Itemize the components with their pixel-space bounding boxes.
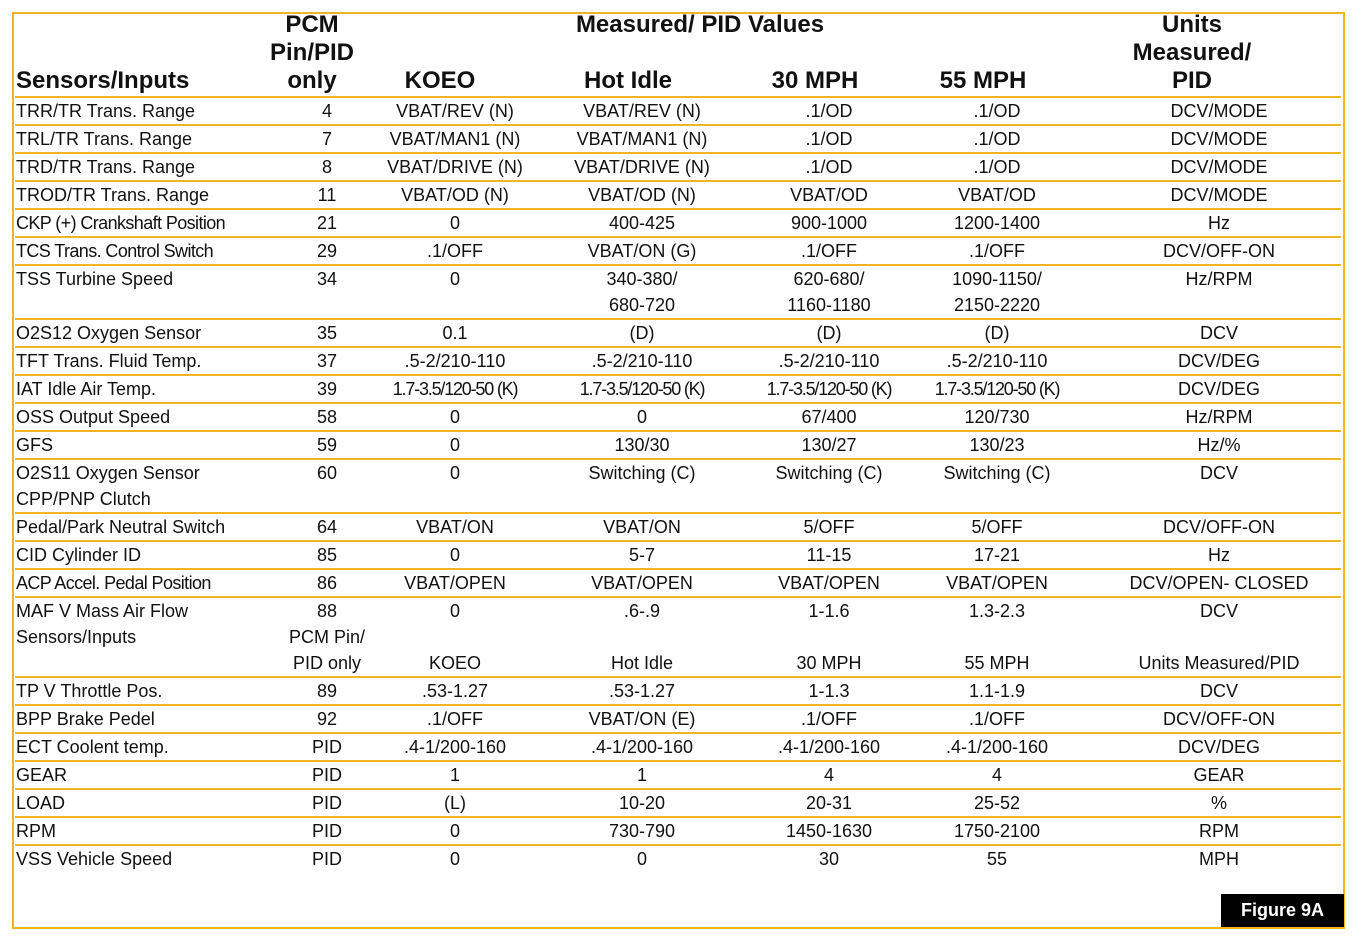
table-cell: VBAT/MAN1 (N) xyxy=(387,125,523,153)
table-cell: 1160-1180 xyxy=(761,292,897,319)
table-cell: ACP Accel. Pedal Position xyxy=(15,569,267,597)
header-units-line2: Measured/ xyxy=(1132,39,1252,66)
table-row xyxy=(15,486,1341,513)
table-row xyxy=(15,817,1341,845)
table-cell xyxy=(387,624,523,650)
table-cell: 86 xyxy=(267,569,387,597)
table-cell: Switching (C) xyxy=(588,463,696,483)
table-cell: 30 MPH xyxy=(761,650,897,677)
table-cell xyxy=(1097,292,1341,319)
table-cell: CID Cylinder ID xyxy=(15,541,267,569)
table-cell: VBAT/ON (G) xyxy=(523,237,761,265)
table-cell: DCV/OFF-ON xyxy=(1097,237,1341,265)
table-cell: VBAT/DRIVE (N) xyxy=(387,153,523,181)
table-cell: TFT Trans. Fluid Temp. xyxy=(15,347,267,375)
table-cell: .53-1.27 xyxy=(523,677,761,705)
table-cell: DCV xyxy=(1199,463,1238,483)
table-cell: .5-2/210-110 xyxy=(387,347,523,375)
table-cell: PCM Pin/ xyxy=(288,627,366,647)
table-cell: 1450-1630 xyxy=(761,817,897,845)
table-cell: 4 xyxy=(897,761,1097,789)
table-cell: .1/OFF xyxy=(761,705,897,733)
table-cell: DCV/DEG xyxy=(1097,733,1341,761)
table-cell: TRR/TR Trans. Range xyxy=(15,97,267,125)
table-cell: 0 xyxy=(449,849,460,869)
table-cell: 1.3-2.3 xyxy=(968,601,1026,621)
table-cell: .1/OD xyxy=(761,125,897,153)
table-cell: 55 MPH xyxy=(897,650,1097,677)
header-pcm-line3: only xyxy=(287,67,337,94)
table-row xyxy=(15,761,1341,789)
table-cell: 0 xyxy=(387,403,523,431)
table-cell: DCV/DEG xyxy=(1097,375,1341,403)
table-cell: VBAT/OD (N) xyxy=(387,181,523,209)
table-cell: 340-380/ xyxy=(606,269,678,289)
table-cell: .1/OD xyxy=(897,97,1097,125)
table-cell: .6-.9 xyxy=(623,601,661,621)
table-cell: (D) xyxy=(761,319,897,347)
table-cell xyxy=(387,292,523,319)
table-cell: 0 xyxy=(387,817,523,845)
table-cell: 0 xyxy=(636,849,647,869)
table-cell: 400-425 xyxy=(523,209,761,237)
table-cell: 92 xyxy=(267,705,387,733)
table-cell: Switching (C) xyxy=(775,463,883,483)
table-cell xyxy=(761,486,897,513)
table-cell: 130/23 xyxy=(897,431,1097,459)
table-cell: 35 xyxy=(267,319,387,347)
table-cell: 5-7 xyxy=(523,541,761,569)
table-cell: .1/OFF xyxy=(387,705,523,733)
table-cell: VBAT/OPEN xyxy=(523,569,761,597)
table-row xyxy=(15,597,1341,624)
table-cell: 1 xyxy=(387,761,523,789)
table-cell: 1.7-3.5/120-50 (K) xyxy=(523,375,761,403)
table-row xyxy=(15,789,1341,817)
table-row xyxy=(15,319,1341,347)
table-cell: PID xyxy=(267,733,387,761)
table-cell: 0 xyxy=(387,541,523,569)
table-cell: RPM xyxy=(1097,817,1341,845)
table-cell: .4-1/200-160 xyxy=(897,733,1097,761)
table-row xyxy=(15,431,1341,459)
sensor-data-body xyxy=(15,97,1341,872)
table-cell: .4-1/200-160 xyxy=(387,733,523,761)
table-row xyxy=(15,181,1341,209)
table-cell: VBAT/REV (N) xyxy=(387,97,523,125)
table-cell: DCV/OPEN- CLOSED xyxy=(1097,569,1341,597)
table-cell: PID only xyxy=(267,650,387,677)
table-cell: 0 xyxy=(387,431,523,459)
table-cell: .1/OFF xyxy=(897,705,1097,733)
table-cell: ECT Coolent temp. xyxy=(15,733,267,761)
table-cell: Hz/% xyxy=(1097,431,1341,459)
table-cell: (D) xyxy=(897,319,1097,347)
table-cell: VBAT/ON xyxy=(387,513,523,541)
table-row xyxy=(15,624,1341,650)
table-cell: 5/OFF xyxy=(897,513,1097,541)
table-cell: 25-52 xyxy=(897,789,1097,817)
table-cell: 1.7-3.5/120-50 (K) xyxy=(761,375,897,403)
table-row xyxy=(15,97,1341,125)
table-cell: 11-15 xyxy=(761,541,897,569)
table-row xyxy=(15,292,1341,319)
table-cell: PID xyxy=(267,817,387,845)
table-cell: .5-2/210-110 xyxy=(897,347,1097,375)
table-cell: MAF V Mass Air Flow xyxy=(16,601,189,621)
table-cell: 39 xyxy=(267,375,387,403)
table-cell: IAT Idle Air Temp. xyxy=(15,375,267,403)
table-cell xyxy=(267,292,387,319)
table-cell: .1/OFF xyxy=(761,237,897,265)
table-cell: CPP/PNP Clutch xyxy=(15,486,267,513)
table-row xyxy=(15,541,1341,569)
header-55-mph: 55 MPH xyxy=(939,67,1027,94)
table-cell: 1.1-1.9 xyxy=(897,677,1097,705)
table-cell: .1/OD xyxy=(897,125,1097,153)
table-cell: 120/730 xyxy=(897,403,1097,431)
table-cell xyxy=(523,486,761,513)
table-cell: .4-1/200-160 xyxy=(761,733,897,761)
table-cell: VBAT/OD (N) xyxy=(523,181,761,209)
table-row xyxy=(15,845,1341,872)
table-cell: TP V Throttle Pos. xyxy=(15,677,267,705)
table-cell: 130/30 xyxy=(523,431,761,459)
table-row xyxy=(15,209,1341,237)
table-row xyxy=(15,153,1341,181)
table-cell: 8 xyxy=(267,153,387,181)
table-cell: 1.7-3.5/120-50 (K) xyxy=(897,375,1097,403)
table-cell: 0 xyxy=(387,209,523,237)
table-cell: O2S11 Oxygen Sensor xyxy=(16,463,200,483)
table-cell: (L) xyxy=(387,789,523,817)
table-cell: GEAR xyxy=(1097,761,1341,789)
table-cell: .4-1/200-160 xyxy=(523,733,761,761)
table-cell: 1 xyxy=(523,761,761,789)
table-cell: VBAT/OPEN xyxy=(761,569,897,597)
table-cell: TRD/TR Trans. Range xyxy=(15,153,267,181)
table-cell: .1/OD xyxy=(897,153,1097,181)
table-cell: 730-790 xyxy=(523,817,761,845)
table-cell: MPH xyxy=(1199,849,1239,869)
table-cell: 0 xyxy=(449,601,460,621)
table-cell xyxy=(1097,486,1341,513)
table-cell: LOAD xyxy=(15,789,267,817)
table-cell: Hot Idle xyxy=(523,650,761,677)
header-measured-pid-values: Measured/ PID Values xyxy=(575,11,825,38)
table-cell: 620-680/ xyxy=(793,269,865,289)
table-cell xyxy=(897,486,1097,513)
table-row xyxy=(15,459,1341,486)
table-cell: 1090-1150/ xyxy=(952,269,1042,289)
table-cell: 88 xyxy=(316,601,338,621)
table-row xyxy=(15,513,1341,541)
table-cell: 67/400 xyxy=(761,403,897,431)
table-cell: 1-1.6 xyxy=(808,601,850,621)
table-cell: .1/OFF xyxy=(897,237,1097,265)
table-cell: DCV xyxy=(1097,677,1341,705)
table-cell: 4 xyxy=(267,97,387,125)
table-cell: .1/OFF xyxy=(387,237,523,265)
table-cell: Sensors/Inputs xyxy=(16,627,137,647)
table-cell: 85 xyxy=(267,541,387,569)
table-cell: 89 xyxy=(267,677,387,705)
table-cell: 1-1.3 xyxy=(761,677,897,705)
table-cell: 1.7-3.5/120-50 (K) xyxy=(387,375,523,403)
table-cell: DCV/MODE xyxy=(1097,181,1341,209)
table-cell: GEAR xyxy=(15,761,267,789)
table-cell: 0.1 xyxy=(387,319,523,347)
table-cell: % xyxy=(1097,789,1341,817)
table-cell: VBAT/ON xyxy=(523,513,761,541)
table-cell: 130/27 xyxy=(761,431,897,459)
header-koeo: KOEO xyxy=(404,67,476,94)
table-cell: 900-1000 xyxy=(761,209,897,237)
table-cell: DCV xyxy=(1097,319,1341,347)
table-cell: VBAT/OD xyxy=(897,181,1097,209)
table-cell: DCV/MODE xyxy=(1097,125,1341,153)
table-cell xyxy=(1097,624,1341,650)
table-cell: 11 xyxy=(267,181,387,209)
table-cell: DCV/DEG xyxy=(1097,347,1341,375)
table-cell: PID xyxy=(267,761,387,789)
table-cell: VBAT/DRIVE (N) xyxy=(523,153,761,181)
table-cell: VSS Vehicle Speed xyxy=(16,849,173,869)
table-cell xyxy=(15,292,267,319)
table-cell: TSS Turbine Speed xyxy=(16,269,174,289)
table-row xyxy=(15,569,1341,597)
table-cell: GFS xyxy=(15,431,267,459)
table-cell: 0 xyxy=(449,463,460,483)
table-cell: Hz xyxy=(1097,209,1341,237)
table-cell: 21 xyxy=(267,209,387,237)
table-cell xyxy=(523,624,761,650)
table-cell: RPM xyxy=(15,817,267,845)
table-row xyxy=(15,403,1341,431)
table-cell: 55 xyxy=(986,849,1008,869)
table-cell: 37 xyxy=(267,347,387,375)
table-cell: O2S12 Oxygen Sensor xyxy=(15,319,267,347)
table-cell: TCS Trans. Control Switch xyxy=(15,237,267,265)
header-pcm-line2: Pin/PID xyxy=(269,39,354,66)
table-row xyxy=(15,125,1341,153)
table-cell: 64 xyxy=(267,513,387,541)
table-cell: 4 xyxy=(761,761,897,789)
table-cell: VBAT/MAN1 (N) xyxy=(523,125,761,153)
table-cell: Units Measured/PID xyxy=(1097,650,1341,677)
table-cell: PID xyxy=(267,789,387,817)
table-cell: BPP Brake Pedel xyxy=(15,705,267,733)
table-cell: 1750-2100 xyxy=(897,817,1097,845)
table-cell: VBAT/ON (E) xyxy=(523,705,761,733)
table-cell: TROD/TR Trans. Range xyxy=(15,181,267,209)
table-cell: Hz xyxy=(1097,541,1341,569)
table-cell: 680-720 xyxy=(523,292,761,319)
table-cell: DCV xyxy=(1199,601,1238,621)
table-cell: DCV/OFF-ON xyxy=(1097,513,1341,541)
table-cell: (D) xyxy=(523,319,761,347)
table-cell: DCV/MODE xyxy=(1097,153,1341,181)
table-cell: .53-1.27 xyxy=(387,677,523,705)
table-row xyxy=(15,237,1341,265)
table-cell: 0 xyxy=(523,403,761,431)
table-cell: 60 xyxy=(316,463,338,483)
table-cell: 1200-1400 xyxy=(897,209,1097,237)
header-pcm-line1: PCM xyxy=(285,11,339,38)
table-cell: Pedal/Park Neutral Switch xyxy=(15,513,267,541)
table-row xyxy=(15,733,1341,761)
table-cell: 5/OFF xyxy=(761,513,897,541)
table-cell: 20-31 xyxy=(761,789,897,817)
table-row xyxy=(15,650,1341,677)
table-row xyxy=(15,677,1341,705)
table-cell: KOEO xyxy=(387,650,523,677)
table-cell: 29 xyxy=(267,237,387,265)
table-cell: VBAT/OPEN xyxy=(897,569,1097,597)
table-cell: Hz/RPM xyxy=(1185,269,1253,289)
table-cell: .1/OD xyxy=(761,153,897,181)
table-cell: 34 xyxy=(316,269,338,289)
table-cell: 17-21 xyxy=(897,541,1097,569)
table-cell xyxy=(387,486,523,513)
table-cell: VBAT/REV (N) xyxy=(523,97,761,125)
table-cell: Hz/RPM xyxy=(1097,403,1341,431)
header-30-mph: 30 MPH xyxy=(771,67,859,94)
header-units-line1: Units xyxy=(1162,11,1222,38)
table-cell: 59 xyxy=(267,431,387,459)
table-row xyxy=(15,347,1341,375)
table-cell: TRL/TR Trans. Range xyxy=(15,125,267,153)
table-cell: CKP (+) Crankshaft Position xyxy=(15,209,267,237)
table-row xyxy=(15,375,1341,403)
table-cell: .1/OD xyxy=(761,97,897,125)
table-cell: .5-2/210-110 xyxy=(761,347,897,375)
table-cell xyxy=(15,650,267,677)
sensor-data-table xyxy=(15,96,1341,872)
table-cell: VBAT/OD xyxy=(761,181,897,209)
table-row xyxy=(15,705,1341,733)
table-cell: PID xyxy=(311,849,342,869)
table-cell: VBAT/OPEN xyxy=(387,569,523,597)
figure-label: Figure 9A xyxy=(1221,894,1344,927)
table-cell: DCV/OFF-ON xyxy=(1097,705,1341,733)
table-cell: .5-2/210-110 xyxy=(523,347,761,375)
table-cell xyxy=(267,486,387,513)
header-units-line3: PID xyxy=(1171,67,1212,94)
table-cell xyxy=(897,624,1097,650)
table-cell: 0 xyxy=(449,269,460,289)
table-cell: OSS Output Speed xyxy=(15,403,267,431)
table-cell: 2150-2220 xyxy=(897,292,1097,319)
header-sensors-inputs: Sensors/Inputs xyxy=(16,67,190,94)
header-hot-idle: Hot Idle xyxy=(584,67,672,94)
table-row xyxy=(15,265,1341,292)
table-cell: DCV/MODE xyxy=(1097,97,1341,125)
table-cell xyxy=(761,624,897,650)
table-cell: 30 xyxy=(818,849,840,869)
table-cell: Switching (C) xyxy=(943,463,1051,483)
table-cell: 10-20 xyxy=(523,789,761,817)
table-cell: 7 xyxy=(267,125,387,153)
table-cell: 58 xyxy=(267,403,387,431)
